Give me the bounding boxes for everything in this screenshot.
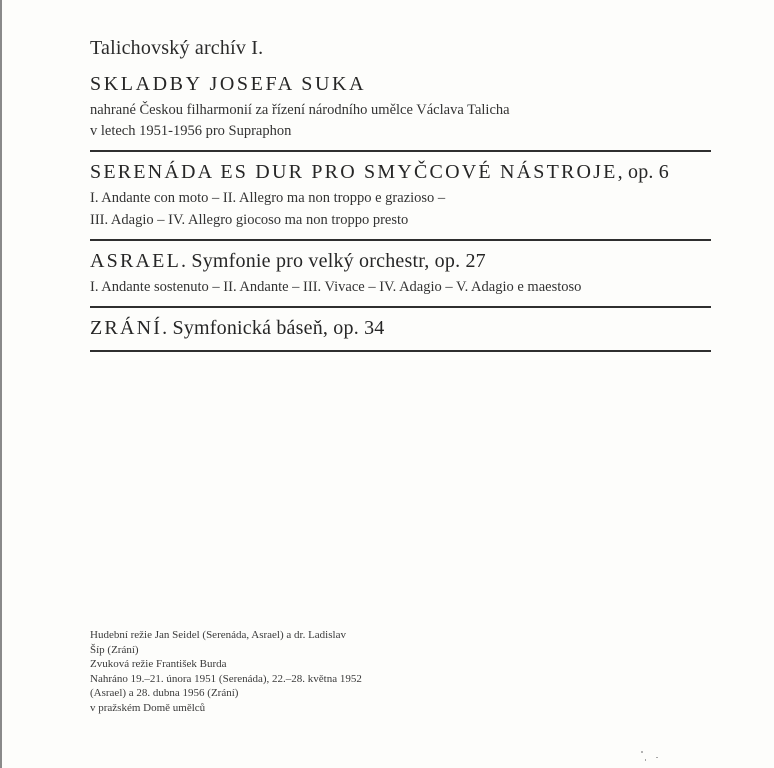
divider-rule xyxy=(90,239,711,241)
work-title-rest: , op. 6 xyxy=(617,161,669,183)
work-title-caps: SERENÁDA ES DUR PRO SMYČCOVÉ NÁSTROJE xyxy=(90,161,618,183)
subtitle-line: nahrané Českou filharmonií za řízení národního umělce Václava Talicha xyxy=(90,102,510,118)
page-left-edge xyxy=(0,0,2,768)
divider-rule xyxy=(90,306,711,308)
divider-rule xyxy=(90,150,711,152)
credit-line: Nahráno 19.–21. února 1951 (Serenáda), 22.–28. května 1952 xyxy=(90,672,362,685)
production-credits xyxy=(90,628,420,716)
work-title-rest: . Symfonie pro velký orchestr, op. 27 xyxy=(180,250,486,272)
credit-line: Hudební režie Jan Seidel (Serenáda, Asrael) a dr. Ladislav xyxy=(90,629,346,641)
work-title-zrani xyxy=(90,316,710,340)
work-title-serenade xyxy=(90,160,710,184)
credit-line: Šíp (Zrání) xyxy=(90,643,139,656)
movement-line: I. Andante sostenuto – II. Andante – III. Vivace – IV. Adagio – V. Adagio e maestoso xyxy=(90,279,582,295)
divider-rule xyxy=(90,350,711,352)
subtitle-line: v letech 1951-1956 pro Supraphon xyxy=(90,123,292,139)
credit-line: (Asrael) a 28. dubna 1956 (Zrání) xyxy=(90,687,239,700)
album-title: SKLADBY JOSEFA SUKA xyxy=(90,73,367,95)
main-content xyxy=(90,36,710,352)
work-movements-asrael xyxy=(90,276,710,298)
album-subtitle xyxy=(90,100,710,142)
movement-line: III. Adagio – IV. Allegro giocoso ma non troppo presto xyxy=(90,212,409,228)
work-title-caps: ZRÁNÍ xyxy=(90,317,163,339)
credit-line: v pražském Domě umělců xyxy=(90,701,206,714)
series-title: Talichovský archív I. xyxy=(90,37,264,59)
work-title-caps: ASRAEL xyxy=(90,250,181,272)
paper-speck xyxy=(641,751,643,753)
paper-speck xyxy=(656,757,658,758)
paper-speck xyxy=(645,759,646,761)
work-title-asrael xyxy=(90,249,710,273)
work-movements-serenade xyxy=(90,187,710,231)
movement-line: I. Andante con moto – II. Allegro ma non troppo e grazioso – xyxy=(90,190,446,206)
work-title-rest: . Symfonická báseň, op. 34 xyxy=(162,317,385,339)
credit-line: Zvuková režie František Burda xyxy=(90,658,227,671)
